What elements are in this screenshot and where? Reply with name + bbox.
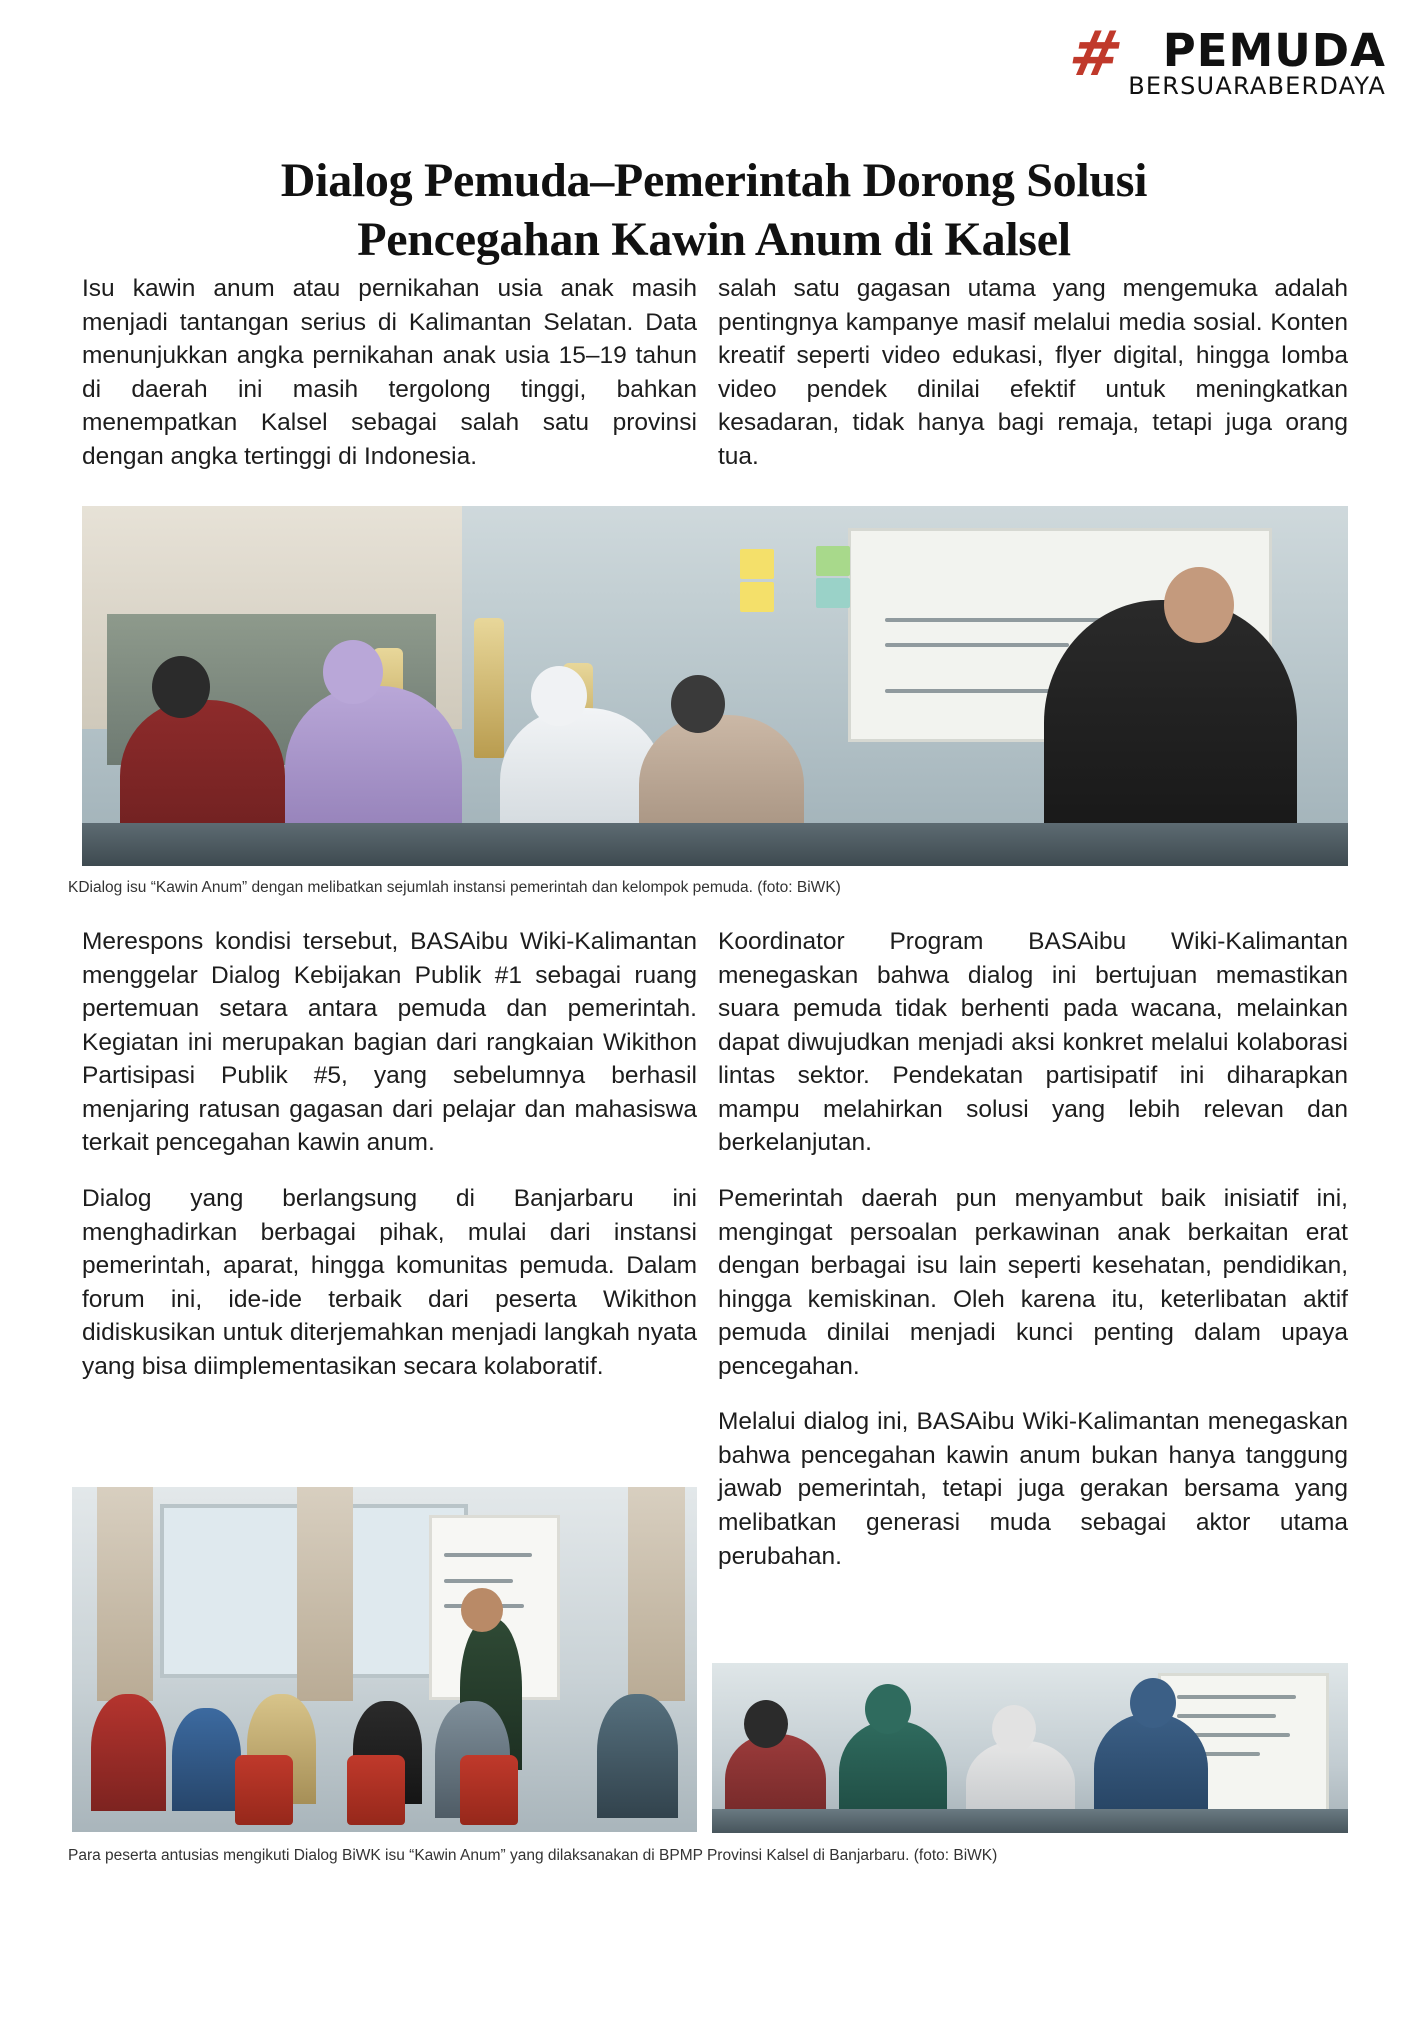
photo-caption-1: KDialog isu “Kawin Anum” dengan melibatkan sejumlah instansi pemerintah dan kelompok pemuda. (foto: BiWK) [68,879,841,896]
logo-wordmark [1128,26,1386,98]
photo-sticky-note [740,549,774,579]
hash-icon: # [1063,17,1125,90]
photo-person-head [992,1705,1036,1753]
photo-dialog-main-scene [82,506,1348,866]
photo-curtain [97,1487,153,1701]
photo-workshop-left-scene [72,1487,697,1832]
body-paragraph-right-1: Koordinator Program BASAibu Wiki-Kalimantan menegaskan bahwa dialog ini bertujuan memastikan suara pemuda tidak berhenti pada wacana, melainkan dapat diwujudkan menjadi aksi konkret melalui kolaborasi lintas sektor. Pendekatan partisipatif ini diharapkan mampu melahirkan solusi yang lebih relevan dan berkelanjutan. [718,928,1348,1157]
photo-workshop-right-scene [712,1663,1348,1833]
photo-person-head [744,1700,788,1748]
photo-table [82,823,1348,866]
page-title [80,152,1348,269]
photo-speaker-head [1164,567,1234,643]
photo-sticky-note [816,578,850,608]
photo-person [597,1694,678,1818]
brand-logo [1063,17,1386,100]
body-column-left [82,925,697,1383]
lead-column-right [718,272,1348,473]
headline-line-1: Dialog Pemuda–Pemerintah Dorong Solusi [280,154,1148,208]
photo-curtain [628,1487,684,1701]
photo-chair [235,1755,293,1825]
photo-facilitator-head [461,1588,503,1632]
photo-person-head [865,1684,911,1734]
photo-sticky-note [740,582,774,612]
photo-person-head [152,656,210,718]
photo-trophy [474,618,504,758]
photo-dialog-main [82,506,1348,866]
lead-paragraph-right: salah satu gagasan utama yang mengemuka adalah pentingnya kampanye masif melalui media sosial. Konten kreatif seperti video edukasi, flyer digital, hingga lomba video pendek dinilai efektif untuk meningkatkan kesadaran, tidak hanya bagi remaja, tetapi juga orang tua. [718,275,1348,470]
photo-person-head [671,675,725,733]
photo-person-head [531,666,587,726]
body-paragraph-right-2: Pemerintah daerah pun menyambut baik inisiatif ini, mengingat persoalan perkawinan anak berkaitan erat dengan berbagai isu lain seperti kesehatan, pendidikan, hingga kemiskinan. Oleh karena itu, keterlibatan aktif pemuda dinilai menjadi kunci penting dalam upaya pencegahan. [718,1184,1348,1380]
photo-workshop-left [72,1487,697,1832]
photo-sticky-note [816,546,850,576]
photo-person [91,1694,166,1811]
photo-workshop-right [712,1663,1348,1833]
photo-chair [460,1755,518,1825]
body-paragraph-left-2: Dialog yang berlangsung di Banjarbaru ini menghadirkan berbagai pihak, mulai dari instansi pemerintah, aparat, hingga komunitas pemuda. Dalam forum ini, ide-ide terbaik dari peserta Wikithon didiskusikan untuk diterjemahkan menjadi langkah nyata yang bisa diimplementasikan secara kolaboratif. [82,1184,697,1380]
lead-paragraph-left: Isu kawin anum atau pernikahan usia anak masih menjadi tantangan serius di Kalimantan Selatan. Data menunjukkan angka pernikahan anak usia 15–19 tahun di daerah ini masih tergolong tinggi, bahkan menempatkan Kalsel sebagai salah satu provinsi dengan angka tertinggi di Indonesia. [82,275,697,470]
body-column-right [718,925,1348,1573]
lead-column-left [82,272,697,473]
photo-person [172,1708,241,1812]
photo-curtain [297,1487,353,1701]
logo-primary-text: PEMUDA [1162,24,1386,77]
body-paragraph-left-1: Merespons kondisi tersebut, BASAibu Wiki-Kalimantan menggelar Dialog Kebijakan Publik #1 sebagai ruang pertemuan setara antara pemuda dan pemerintah. Kegiatan ini merupakan bagian dari rangkaian Wikithon Partisipasi Publik #5, yang sebelumnya berhasil menjaring ratusan gagasan dari pelajar dan mahasiswa terkait pencegahan kawin anum. [82,928,697,1157]
photo-window [160,1504,306,1678]
headline-line-2: Pencegahan Kawin Anum di Kalsel [357,212,1071,266]
body-paragraph-right-3: Melalui dialog ini, BASAibu Wiki-Kalimantan menegaskan bahwa pencegahan kawin anum bukan hanya tanggung jawab pemerintah, tetapi juga gerakan bersama yang melibatkan generasi muda sebagai aktor utama perubahan. [718,1408,1348,1570]
photo-chair [347,1755,405,1825]
photo-caption-2: Para peserta antusias mengikuti Dialog BiWK isu “Kawin Anum” yang dilaksanakan di BPMP Provinsi Kalsel di Banjarbaru. (foto: BiWK) [68,1847,998,1864]
photo-person-head [323,640,383,704]
photo-person-head [1130,1678,1176,1728]
logo-secondary-text: BERSUARABERDAYA [1128,72,1386,100]
photo-table [712,1809,1348,1833]
